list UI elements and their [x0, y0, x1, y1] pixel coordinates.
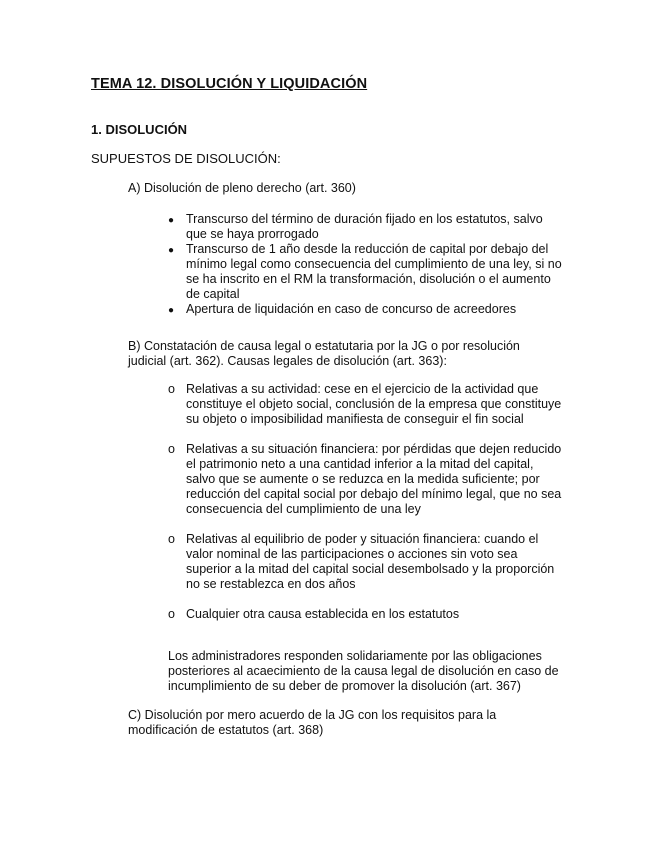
list-item: [168, 212, 564, 242]
subsection-a-text: A) Disolución de pleno derecho (art. 360): [128, 181, 356, 195]
list-item: [168, 532, 564, 592]
document-title: TEMA 12. DISOLUCIÓN Y LIQUIDACIÓN: [91, 76, 368, 92]
bullet-icon: o: [168, 532, 175, 546]
list-item-text: Transcurso del término de duración fijado en los estatutos, salvo que se haya prorrogado: [186, 212, 543, 241]
list-item-text: Apertura de liquidación en caso de concurso de acreedores: [186, 302, 517, 316]
list-item-text: Relativas al equilibrio de poder y situación financiera: cuando el valor nominal de las participaciones o acciones sin voto sea superior a la mitad del capital social desembolsado y la proporción no se restablezca en dos años: [186, 532, 555, 591]
section-heading-disolucion: 1. DISOLUCIÓN: [91, 122, 188, 137]
list-item: [168, 242, 564, 302]
list-item-text: Transcurso de 1 año desde la reducción de capital por debajo del mínimo legal como consecuencia del cumplimiento de una ley, si no se ha inscrito en el RM la transformación, disolución o el aumento de capital: [186, 242, 562, 301]
subsection-b-text: B) Constatación de causa legal o estatutaria por la JG o por resolución judicial (art. 362). Causas legales de disolución (art. 363):: [128, 339, 520, 368]
list-item-text: Relativas a su actividad: cese en el ejercicio de la actividad que constituye el objeto social, conclusión de la empresa que constituye su objeto o imposibilidad manifiesta de conseguir el fin social: [186, 382, 562, 426]
bullet-icon: ●: [168, 215, 175, 226]
list-item: [168, 302, 564, 317]
administrators-note: Los administradores responden solidariamente por las obligaciones posteriores al acaecimiento de la causa legal de disolución en caso de incumplimiento de su deber de promover la disolución (art. 367): [168, 649, 559, 693]
subsection-c-text: C) Disolución por mero acuerdo de la JG con los requisitos para la modificación de estatutos (art. 368): [128, 708, 497, 737]
bullet-icon: ●: [168, 305, 175, 316]
list-item: [168, 607, 564, 622]
bullet-icon: ●: [168, 245, 175, 256]
list-item-text: Relativas a su situación financiera: por pérdidas que dejen reducido el patrimonio neto a una cantidad inferior a la mitad del capital, salvo que se aumente o se reduzca en la medida suficiente; por reducción del capital social por debajo del mínimo legal, que no sea consecuencia del cumplimiento de una ley: [186, 442, 562, 516]
bullet-icon: o: [168, 382, 175, 396]
supuestos-label: SUPUESTOS DE DISOLUCIÓN:: [91, 151, 281, 166]
list-item: [168, 382, 564, 427]
subsection-a-list: [168, 212, 564, 317]
subsection-b-list: [168, 382, 564, 622]
list-item: [168, 442, 564, 517]
bullet-icon: o: [168, 442, 175, 456]
list-item-text: Cualquier otra causa establecida en los estatutos: [186, 607, 460, 621]
bullet-icon: o: [168, 607, 175, 621]
